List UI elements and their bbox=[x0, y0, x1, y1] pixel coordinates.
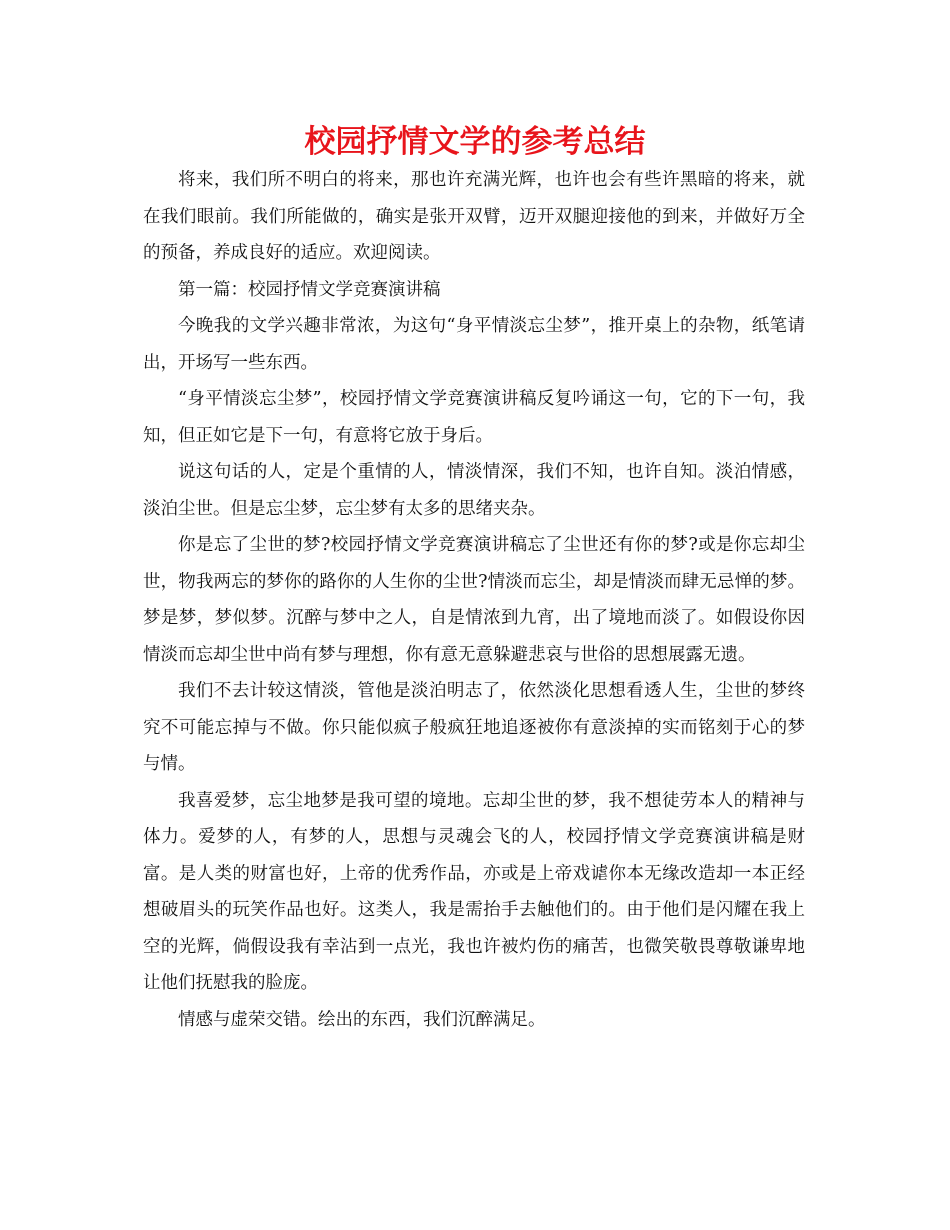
document-body bbox=[143, 162, 805, 1038]
paragraph: 你是忘了尘世的梦?校园抒情文学竞赛演讲稿忘了尘世还有你的梦?或是你忘却尘世，物我两忘的梦你的路你的人生你的尘世?情淡而忘尘，却是情淡而肆无忌惮的梦。梦是梦，梦似梦。沉醉与梦中之人，自是情浓到九宵，出了境地而淡了。如假设你因情淡而忘却尘世中尚有梦与理想，你有意无意躲避悲哀与世俗的思想展露无遗。 bbox=[143, 535, 805, 665]
paragraph: 我喜爱梦，忘尘地梦是我可望的境地。忘却尘世的梦，我不想徒劳本人的精神与体力。爱梦的人，有梦的人，思想与灵魂会飞的人，校园抒情文学竞赛演讲稿是财富。是人类的财富也好，上帝的优秀作品，亦或是上帝戏谑你本无缘改造却一本正经想破眉头的玩笑作品也好。这类人，我是需抬手去触他们的。由于他们是闪耀在我上空的光辉，倘假设我有幸沾到一点光，我也许被灼伤的痛苦，也微笑敬畏尊敬谦卑地让他们抚慰我的脸庞。 bbox=[143, 790, 805, 993]
paragraph: 说这句话的人，定是个重情的人，情淡情深，我们不知，也许自知。淡泊情感，淡泊尘世。但是忘尘梦，忘尘梦有太多的思绪夹杂。 bbox=[143, 462, 805, 519]
paragraph-intro: 将来，我们所不明白的将来，那也许充满光辉，也许也会有些许黑暗的将来，就在我们眼前。我们所能做的，确实是张开双臂，迈开双腿迎接他的到来，并做好万全的预备，养成良好的适应。欢迎阅读。 bbox=[143, 170, 805, 263]
paragraph: 情感与虚荣交错。绘出的东西，我们沉醉满足。 bbox=[178, 1009, 546, 1030]
document-title: 校园抒情文学的参考总结 bbox=[304, 124, 646, 160]
paragraph: “身平情淡忘尘梦”，校园抒情文学竞赛演讲稿反复吟诵这一句，它的下一句，我知，但正如它是下一句，有意将它放于身后。 bbox=[143, 389, 805, 446]
paragraph: 我们不去计较这情淡，管他是淡泊明志了，依然淡化思想看透人生，尘世的梦终究不可能忘掉与不做。你只能似疯子般疯狂地追逐被你有意淡掉的实而铭刻于心的梦与情。 bbox=[143, 681, 805, 774]
section-heading: 第一篇：校园抒情文学竞赛演讲稿 bbox=[178, 279, 441, 300]
paragraph: 今晚我的文学兴趣非常浓，为这句“身平情淡忘尘梦”，推开桌上的杂物，纸笔请出，开场写一些东西。 bbox=[143, 316, 805, 373]
